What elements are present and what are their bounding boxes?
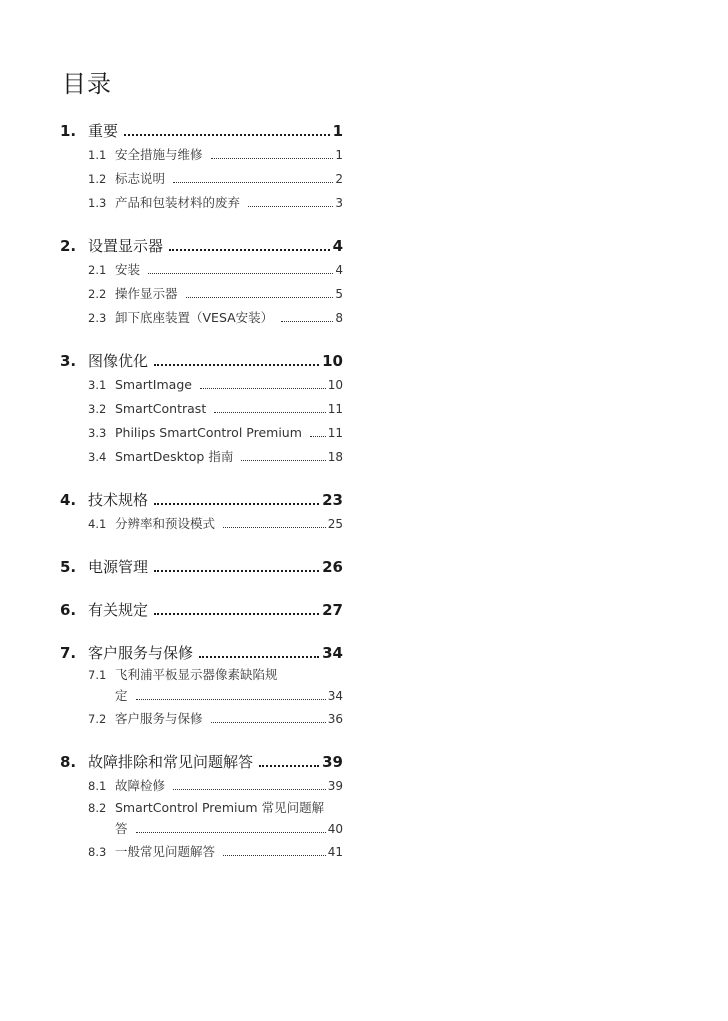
section-page-number: 2 (335, 172, 343, 186)
dot-leader (223, 855, 326, 856)
chapter-title: 客户服务与保修 (88, 644, 194, 662)
section-page-number: 36 (327, 712, 343, 726)
section-number: 2.1 (88, 263, 107, 277)
section-number: 8.3 (88, 845, 107, 859)
dot-leader (148, 273, 333, 274)
chapter-number: 6. (60, 601, 77, 619)
section-page-number: 1 (335, 148, 343, 162)
section-page-number: 39 (327, 779, 343, 793)
toc-chapter-entry[interactable] (60, 555, 343, 579)
section-page-number: 10 (327, 378, 343, 392)
toc-section-entry[interactable] (60, 397, 343, 421)
section-title: 一般常见问题解答 (115, 844, 216, 859)
chapter-page-number: 4 (332, 237, 343, 255)
toc-chapter-entry[interactable] (60, 750, 343, 774)
toc-section-entry[interactable] (60, 306, 343, 330)
chapter-number: 2. (60, 237, 77, 255)
section-title: 分辨率和预设模式 (115, 516, 216, 531)
toc-chapter (60, 488, 343, 536)
chapter-page-number: 27 (322, 601, 343, 619)
toc-section-entry[interactable] (60, 421, 343, 445)
section-page-number: 25 (327, 517, 343, 531)
chapter-page-number: 23 (322, 491, 343, 509)
dot-leader (200, 388, 326, 389)
section-page-number: 11 (327, 426, 343, 440)
section-title: 操作显示器 (115, 286, 178, 301)
chapter-page-number: 39 (322, 753, 343, 771)
toc-chapter-entry[interactable] (60, 598, 343, 622)
chapter-number: 1. (60, 122, 77, 140)
section-title: 客户服务与保修 (115, 711, 203, 726)
dot-leader (154, 503, 319, 505)
section-number: 7.2 (88, 712, 107, 726)
section-page-number: 34 (327, 689, 343, 703)
section-number: 1.2 (88, 172, 107, 186)
dot-leader (259, 765, 319, 767)
section-number: 1.1 (88, 148, 107, 162)
section-number: 3.2 (88, 402, 107, 416)
section-number: 3.3 (88, 426, 107, 440)
chapter-number: 3. (60, 352, 77, 370)
dot-leader (248, 206, 333, 207)
section-number: 2.3 (88, 311, 107, 325)
chapter-title: 技术规格 (88, 491, 149, 509)
dot-leader (281, 321, 333, 322)
dot-leader (211, 722, 326, 723)
section-title: SmartControl Premium 常见问题解 (115, 800, 325, 815)
toc-section-entry[interactable] (60, 282, 343, 306)
chapter-page-number: 1 (332, 122, 343, 140)
section-title: 标志说明 (115, 171, 166, 186)
dot-leader (211, 158, 334, 159)
page-title: 目录 (62, 70, 112, 98)
chapter-page-number: 10 (322, 352, 343, 370)
dot-leader (199, 656, 319, 658)
toc-section-entry[interactable] (60, 840, 343, 864)
dot-leader (173, 182, 333, 183)
toc-section-entry[interactable] (60, 774, 343, 798)
section-page-number: 41 (327, 845, 343, 859)
section-number: 3.4 (88, 450, 107, 464)
chapter-page-number: 34 (322, 644, 343, 662)
dot-leader (173, 789, 326, 790)
chapter-number: 5. (60, 558, 77, 576)
toc-chapter (60, 598, 343, 622)
section-title: 安全措施与维修 (115, 147, 203, 162)
section-page-number: 5 (335, 287, 343, 301)
toc-section-entry[interactable] (60, 143, 343, 167)
section-page-number: 11 (327, 402, 343, 416)
toc-chapter (60, 750, 343, 864)
section-title-continued: 答 (115, 821, 128, 836)
table-of-contents (60, 119, 343, 883)
section-number: 8.1 (88, 779, 107, 793)
section-title: 安装 (115, 262, 141, 277)
chapter-title: 设置显示器 (88, 237, 164, 255)
section-number: 4.1 (88, 517, 107, 531)
toc-chapter (60, 234, 343, 330)
toc-section-entry[interactable] (60, 167, 343, 191)
toc-chapter-entry[interactable] (60, 641, 343, 665)
toc-section-entry[interactable] (60, 798, 343, 840)
chapter-number: 8. (60, 753, 77, 771)
toc-chapter-entry[interactable] (60, 488, 343, 512)
dot-leader (241, 460, 325, 461)
section-page-number: 3 (335, 196, 343, 210)
section-page-number: 18 (327, 450, 343, 464)
section-title: SmartDesktop 指南 (115, 449, 234, 464)
toc-section-entry[interactable] (60, 707, 343, 731)
chapter-title: 有关规定 (88, 601, 149, 619)
chapter-title: 故障排除和常见问题解答 (88, 753, 254, 771)
section-title: SmartImage (115, 377, 192, 392)
dot-leader (154, 570, 319, 572)
toc-section-entry[interactable] (60, 191, 343, 215)
chapter-title: 重要 (88, 122, 119, 140)
section-title: 产品和包装材料的废弃 (115, 195, 241, 210)
chapter-number: 7. (60, 644, 77, 662)
section-page-number: 4 (335, 263, 343, 277)
toc-section-entry[interactable] (60, 665, 343, 707)
toc-chapter-entry[interactable] (60, 349, 343, 373)
chapter-title: 电源管理 (88, 558, 149, 576)
dot-leader (214, 412, 325, 413)
toc-chapter (60, 641, 343, 731)
dot-leader (223, 527, 326, 528)
section-title: 故障检修 (115, 778, 166, 793)
section-number: 2.2 (88, 287, 107, 301)
chapter-number: 4. (60, 491, 77, 509)
toc-chapter-entry[interactable] (60, 234, 343, 258)
toc-section-entry[interactable] (60, 512, 343, 536)
toc-chapter (60, 349, 343, 469)
dot-leader (186, 297, 334, 298)
dot-leader (154, 364, 319, 366)
section-title: SmartContrast (115, 401, 207, 416)
toc-chapter (60, 119, 343, 215)
dot-leader (310, 436, 326, 437)
chapter-title: 图像优化 (88, 352, 149, 370)
section-number: 7.1 (88, 668, 107, 682)
dot-leader (169, 249, 330, 251)
toc-section-entry[interactable] (60, 258, 343, 282)
toc-chapter-entry[interactable] (60, 119, 343, 143)
section-page-number: 40 (327, 822, 343, 836)
dot-leader (136, 699, 326, 700)
section-title: 卸下底座装置（VESA安装） (115, 310, 274, 325)
section-number: 3.1 (88, 378, 107, 392)
dot-leader (136, 832, 326, 833)
toc-section-entry[interactable] (60, 373, 343, 397)
toc-section-entry[interactable] (60, 445, 343, 469)
section-title: 飞利浦平板显示器像素缺陷规 (115, 667, 278, 682)
toc-chapter (60, 555, 343, 579)
chapter-page-number: 26 (322, 558, 343, 576)
section-title: Philips SmartControl Premium (115, 425, 302, 440)
dot-leader (154, 613, 319, 615)
section-title-continued: 定 (115, 688, 128, 703)
section-number: 8.2 (88, 801, 107, 815)
section-number: 1.3 (88, 196, 107, 210)
dot-leader (124, 134, 330, 136)
section-page-number: 8 (335, 311, 343, 325)
